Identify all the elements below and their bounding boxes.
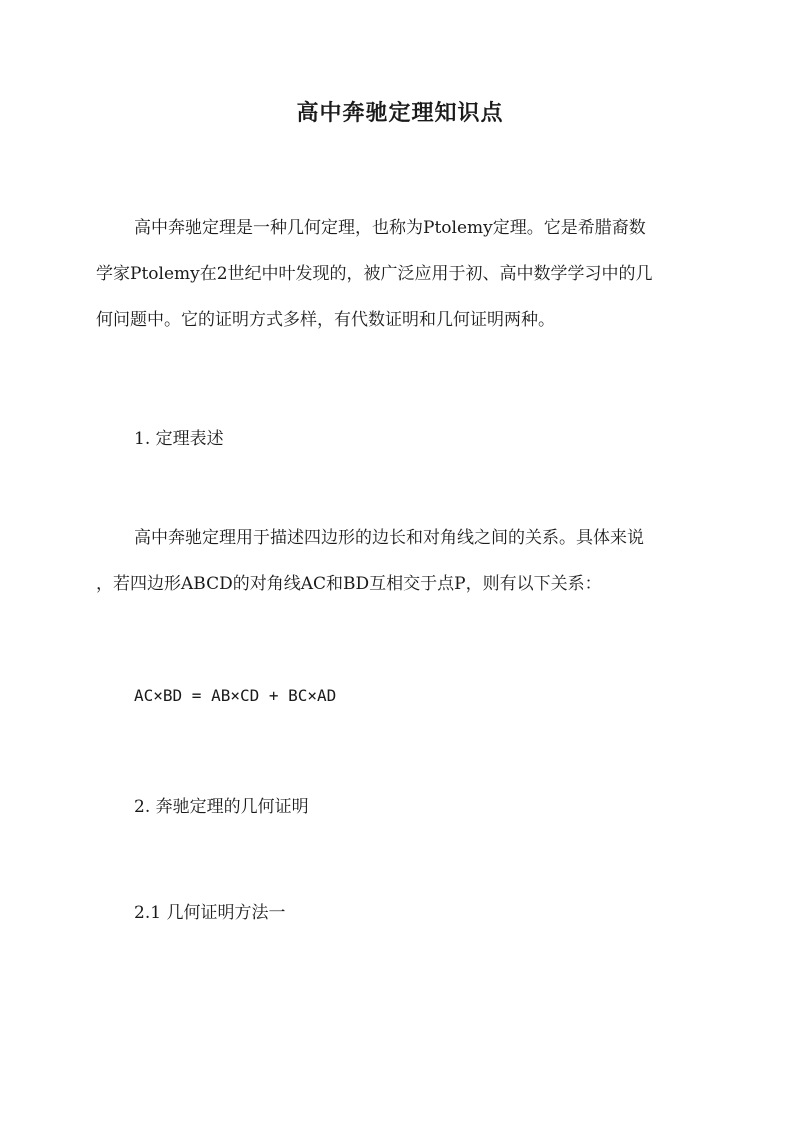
section-1-line-2: ，若四边形ABCD的对角线AC和BD互相交于点P，则有以下关系：	[96, 574, 602, 594]
section-1-line-1: 高中奔驰定理用于描述四边形的边长和对角线之间的关系。具体来说	[134, 528, 644, 548]
section-1-heading: 1. 定理表述	[134, 429, 224, 449]
intro-line-2: 学家Ptolemy在2世纪中叶发现的，被广泛应用于初、高中数学学习中的几	[96, 264, 653, 284]
section-2-1-heading: 2.1 几何证明方法一	[134, 903, 286, 923]
intro-line-1: 高中奔驰定理是一种几何定理，也称为Ptolemy定理。它是希腊裔数	[134, 218, 646, 238]
section-2-heading: 2. 奔驰定理的几何证明	[134, 797, 309, 817]
ptolemy-formula: AC×BD = AB×CD + BC×AD	[134, 686, 337, 705]
intro-line-3: 何问题中。它的证明方式多样，有代数证明和几何证明两种。	[96, 310, 555, 330]
intro-paragraph	[96, 205, 704, 343]
document-title: 高中奔驰定理知识点	[296, 100, 504, 126]
section-1-paragraph	[96, 515, 704, 607]
